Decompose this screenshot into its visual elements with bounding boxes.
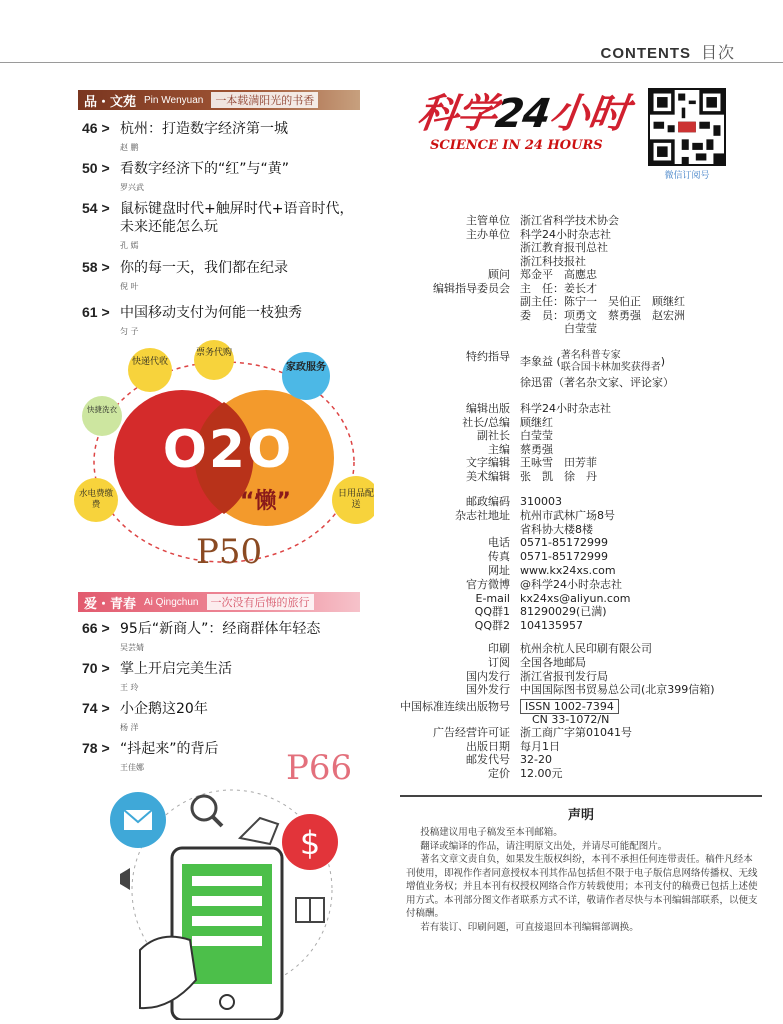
colophon-row: [400, 578, 760, 591]
article-item[interactable]: [82, 700, 382, 733]
colophon-value: 浙江省报刊发行局: [520, 669, 608, 683]
contents-header: [600, 40, 735, 63]
section-slogan: 一本载满阳光的书香: [211, 92, 318, 108]
colophon-value: 浙工商广字第01041号: [520, 726, 632, 739]
article-title: 小企鹅这20年: [120, 701, 208, 717]
colophon-value: kx24xs@aliyun.com: [520, 591, 631, 605]
bubble-laundry: [82, 396, 122, 436]
dollar-icon: $: [299, 824, 321, 862]
colophon-value: 白莹莹: [520, 322, 597, 335]
article-page: 70 >: [82, 660, 110, 676]
article-item[interactable]: [82, 200, 382, 251]
advisor-name: 李象益: [520, 355, 553, 368]
colophon-row: [400, 656, 760, 669]
colophon-row: [400, 228, 760, 241]
bubble-courier-label: 快递代收: [131, 357, 168, 367]
colophon-value: 中国国际图书贸易总公司(北京399信箱): [520, 683, 715, 697]
article-page: 50 >: [82, 160, 110, 176]
colophon-key: 出版日期: [466, 739, 510, 753]
colophon-key: 邮政编码: [466, 495, 510, 508]
colophon-value: 科学24小时杂志社: [520, 227, 611, 241]
article-author: 匀 子: [120, 327, 139, 336]
colophon-row: [400, 402, 760, 415]
declaration-p4: 若有装订、印刷问题，可直接退回本刊编辑部调换。: [420, 921, 639, 933]
colophon-row: [400, 443, 760, 456]
logo-title-a: 科学: [414, 91, 500, 137]
declaration-p1: 投稿建议用电子稿发至本刊邮箱。: [420, 827, 563, 838]
article-page: 74 >: [82, 700, 110, 716]
colophon-row: [400, 470, 760, 483]
megaphone-icon: [120, 868, 130, 890]
colophon-key: [400, 295, 520, 308]
logo-title-num: 24: [492, 91, 553, 137]
section-bar-pin-wenyuan: [78, 90, 360, 110]
colophon-value: 浙江教育报刊总社: [520, 241, 608, 254]
advisor-line2: 徐迅雷（著名杂文家、评论家）: [520, 376, 674, 389]
colophon-row: [400, 642, 760, 655]
colophon-key: [400, 255, 520, 268]
tag-icon: [240, 818, 278, 844]
colophon-value: 杭州市武林广场8号: [520, 508, 615, 522]
colophon-row: [400, 536, 760, 549]
colophon-row: [400, 523, 760, 536]
colophon-key: 订阅: [488, 655, 510, 669]
advisor-row: [400, 350, 760, 374]
declaration-title: 声明: [567, 808, 594, 823]
colophon-row: [400, 753, 760, 766]
colophon-key: [400, 241, 520, 254]
article-author: 杨 洋: [120, 723, 139, 732]
article-page: 66 >: [82, 620, 110, 636]
section-bar-ai-qingchun: [78, 592, 360, 612]
colophon-row: [400, 619, 760, 632]
article-title-line2: 未来还能怎么玩: [120, 219, 218, 235]
colophon-value: 郑金平 高應忠: [520, 268, 597, 281]
colophon-row: [400, 309, 760, 322]
colophon-key: 官方微博: [466, 577, 510, 591]
colophon-value: 每月1日: [520, 739, 560, 753]
article-item[interactable]: [82, 660, 382, 693]
logo-subtitle: SCIENCE IN 24 HOURS: [430, 138, 603, 153]
article-page: 46 >: [82, 120, 110, 136]
colophon-key: QQ群1: [474, 605, 510, 619]
colophon-row: [400, 683, 760, 696]
colophon-key: [400, 523, 520, 536]
colophon-value: 顾继红: [520, 415, 553, 429]
colophon-key: 国外发行: [466, 683, 510, 697]
colophon-value: 0571-85172999: [520, 536, 608, 550]
colophon-key: QQ群2: [474, 619, 510, 633]
colophon-row: [400, 268, 760, 281]
colophon-key: 定价: [488, 766, 510, 780]
magazine-logo: [414, 91, 638, 172]
logo-title-b: 小时: [546, 91, 631, 137]
article-title: 中国移动支付为何能一枝独秀: [120, 305, 302, 321]
article-author: 赵 鹏: [120, 143, 139, 152]
colophon-value: 全国各地邮局: [520, 655, 586, 669]
section-name: 品・文苑: [84, 94, 137, 110]
colophon-value: 蔡勇强: [520, 442, 553, 456]
colophon-row: [400, 416, 760, 429]
colophon-row: [400, 295, 760, 308]
colophon-row: [400, 255, 760, 268]
advisor-note-b: 联合国卡林加奖获得者: [560, 362, 661, 373]
issn-row: [400, 700, 760, 726]
colophon-row: [400, 726, 760, 739]
colophon-value: 主 任：姜长才: [520, 281, 597, 295]
article-author: 王 玲: [120, 683, 139, 692]
page-label-p66: P66: [286, 748, 353, 788]
article-item[interactable]: [82, 160, 382, 193]
article-author: 王佳娜: [120, 763, 144, 772]
colophon-key: 编辑指导委员会: [433, 281, 510, 295]
article-page: 61 >: [82, 304, 110, 320]
colophon-row: [400, 670, 760, 683]
contents-label-zh: 目次: [700, 45, 735, 62]
page-label-p50: P50: [196, 532, 263, 572]
article-page: 78 >: [82, 740, 110, 756]
colophon-row: [400, 495, 760, 508]
article-title: 看数字经济下的“红”与“黄”: [120, 161, 290, 177]
declaration-body: [406, 826, 758, 934]
colophon-row: [400, 605, 760, 618]
colophon-value: 12.00元: [520, 766, 563, 780]
colophon-row: [400, 214, 760, 227]
colophon-row: [400, 564, 760, 577]
colophon-value: 0571-85172999: [520, 550, 608, 564]
article-title: 杭州：打造数字经济第一城: [120, 121, 288, 137]
colophon-key: 电话: [488, 536, 510, 550]
article-author: 罗兴武: [120, 183, 144, 192]
colophon-value: 科学24小时杂志社: [520, 402, 611, 415]
article-page: 58 >: [82, 259, 110, 275]
colophon-key: 文字编辑: [466, 456, 510, 469]
colophon-value: 张 凯 徐 丹: [520, 469, 597, 483]
advisor-value: 李象益 ( 著名科普专家 联合国卡林加奖获得者 ): [520, 350, 666, 373]
article-item[interactable]: [82, 120, 382, 153]
article-author: 孔 嫣: [120, 241, 139, 250]
section-pinyin: Ai Qingchun: [144, 596, 199, 608]
bubble-utilities-label: 水电费缴费: [78, 489, 113, 510]
colophon-value: @科学24小时杂志社: [520, 577, 622, 591]
colophon-row: [400, 322, 760, 335]
phone-illustration: [100, 780, 360, 1020]
section-name: 爱・青春: [84, 596, 137, 612]
colophon-key: 社长/总编: [462, 415, 510, 429]
colophon-key: 广告经营许可证: [433, 726, 510, 739]
colophon-value: 310003: [520, 495, 562, 508]
contents-label: CONTENTS: [600, 45, 691, 62]
colophon-row: [400, 740, 760, 753]
bubble-tickets: [194, 340, 234, 380]
article-item[interactable]: [82, 259, 382, 292]
colophon-key: [400, 309, 520, 322]
bubble-tickets-label: 票务代购: [196, 348, 233, 358]
bubble-daily-goods-label: 日用品配送: [337, 489, 374, 510]
advisor-note-a: 著名科普专家: [560, 350, 621, 361]
colophon-value: 浙江科技报社: [520, 254, 586, 268]
article-item[interactable]: [82, 620, 382, 653]
colophon-value: www.kx24xs.com: [520, 564, 616, 577]
colophon-key: 顾问: [488, 268, 510, 281]
colophon-key: 中国标准连续出版物号: [400, 700, 510, 713]
colophon-value: 省科协大楼8楼: [520, 522, 593, 536]
colophon-key: 副社长: [477, 429, 510, 442]
colophon-key: 特约指导: [466, 350, 510, 363]
article-item[interactable]: [82, 304, 382, 337]
declaration-p2: 翻译或编译的作品，请注明原文出处，并请尽可能配图片。: [420, 840, 668, 852]
header-divider: [0, 62, 783, 63]
bubble-courier: [128, 348, 172, 392]
colophon-value: 白莹莹: [520, 429, 553, 442]
colophon-row: [400, 509, 760, 522]
article-title: “抖起来”的背后: [120, 741, 219, 757]
colophon-key: 主管单位: [466, 214, 510, 227]
logo-title: [415, 92, 641, 136]
colophon-key: 网址: [488, 564, 510, 577]
colophon-row: [400, 456, 760, 469]
article-title: 掌上开启完美生活: [120, 661, 232, 677]
bubble-housekeeping: [282, 352, 330, 400]
colophon-key: 编辑出版: [466, 402, 510, 415]
colophon-key: 邮发代号: [466, 753, 510, 766]
bubble-housekeeping-label: 家政服务: [286, 362, 326, 373]
colophon-value: 32-20: [520, 753, 552, 766]
colophon-key: [400, 322, 520, 335]
colophon-row: [400, 241, 760, 254]
article-author: 倪 叶: [120, 282, 139, 291]
cn-number: CN 33-1072/N: [532, 713, 610, 726]
o2o-lazy-tag: “懒”: [240, 489, 291, 514]
colophon-value: 副主任：陈宁一 吴伯正 顾继红: [520, 295, 685, 308]
article-title: 你的每一天，我们都在纪录: [120, 260, 288, 276]
colophon-key: E-mail: [475, 591, 510, 605]
issn-number: ISSN 1002-7394: [520, 699, 619, 714]
colophon-row: [400, 429, 760, 442]
article-title: 鼠标键盘时代+触屏时代+语音时代，: [120, 201, 354, 217]
bubble-laundry-label: 快捷洗衣: [87, 405, 117, 414]
colophon-value: 浙江省科学技术协会: [520, 214, 619, 227]
section-slogan: 一次没有后悔的旅行: [207, 594, 314, 610]
qr-code[interactable]: [648, 88, 726, 166]
colophon-value: 81290029(已满): [520, 605, 607, 619]
qr-caption: 微信订阅号: [664, 171, 710, 181]
colophon-value: 杭州余杭人民印刷有限公司: [520, 642, 652, 655]
colophon-row: [400, 282, 760, 295]
article-page: 54 >: [82, 200, 110, 216]
article-author: 吴芸婧: [120, 643, 144, 652]
o2o-title: O2O: [162, 420, 294, 480]
colophon-key: 印刷: [488, 642, 510, 655]
colophon-value: 王咏雪 田芳菲: [520, 456, 597, 469]
advisor-row: [400, 376, 760, 389]
colophon-key: 传真: [488, 550, 510, 564]
colophon-key: 杂志社地址: [455, 508, 510, 522]
section-pinyin: Pin Wenyuan: [144, 94, 204, 106]
colophon-row: [400, 592, 760, 605]
colophon-row: [400, 550, 760, 563]
colophon-key: 国内发行: [466, 669, 510, 683]
colophon-value: 委 员：项勇文 蔡勇强 赵宏洲: [520, 308, 685, 322]
article-title: 95后“新商人”：经商群体年轻态: [120, 621, 321, 637]
colophon-row: [400, 767, 760, 780]
colophon-key: 主办单位: [466, 227, 510, 241]
colophon-value: 104135957: [520, 619, 583, 633]
declaration-p3: 著名文章文责自负，如果发生版权纠纷，本刊不承担任何连带责任。稿件凡经本刊使用，即视作作者同意授权本刊其作品包括但不限于电子版信息网络传播权、无线增值业务权；并且本刊有权授权网络合作方转载使用；本刊支付的稿费已包括上述使用方式。本刊部分图文作者联系方式不详，敬请作者尽快与本刊编辑部联系，以便支付稿酬。: [406, 854, 758, 919]
colophon-key: 美术编辑: [466, 469, 510, 483]
colophon-key: 主编: [488, 442, 510, 456]
